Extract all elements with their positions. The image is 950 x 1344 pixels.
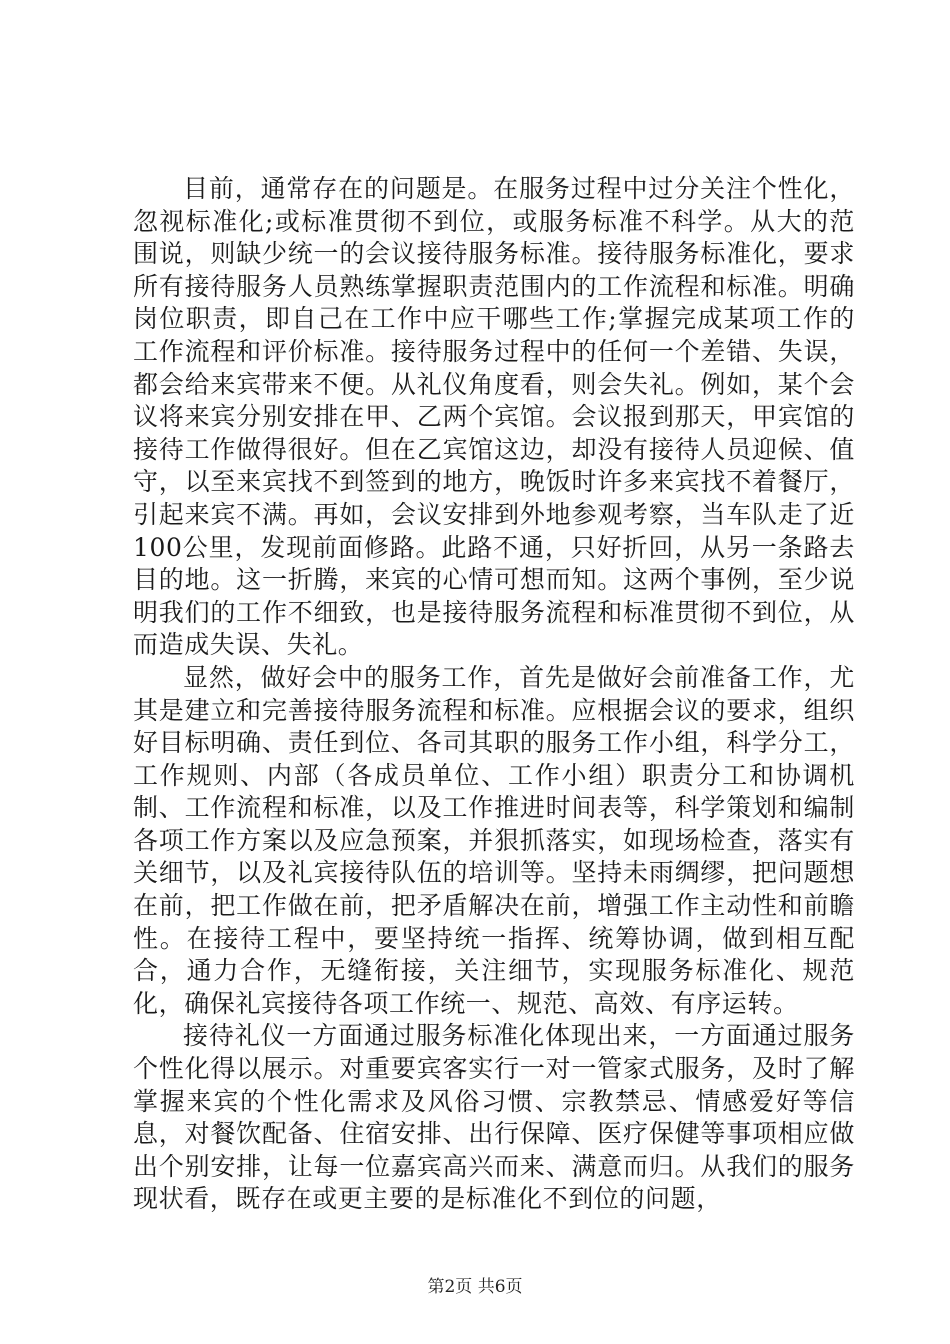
page-footer: 第2页 共6页 [427,1277,523,1297]
paragraph-2: 显然，做好会中的服务工作，首先是做好会前准备工作，尤其是建立和完善接待服务流程和标准。应根据会议的要求，组织好目标明确、责任到位、各司其职的服务工作小组，科学分工，工作规则、内部（各成员单位、工作小组）职责分工和协调机制、工作流程和标准，以及工作推进时间表等，科学策划和编制各项工作方案以及应急预案，并狠抓落实，如现场检查，落实有关细节，以及礼宾接待队伍的培训等。坚持未雨绸缪，把问题想在前，把工作做在前，把矛盾解决在前，增强工作主动性和前瞻性。在接待工程中，要坚持统一指挥、统筹协调，做到相互配合，通力合作，无缝衔接，关注细节，实现服务标准化、规范化，确保礼宾接待各项工作统一、规范、高效、有序运转。 [133,662,855,1018]
paragraph-1: 目前，通常存在的问题是。在服务过程中过分关注个性化，忽视标准化;或标准贯彻不到位，或服务标准不科学。从大的范围说，则缺少统一的会议接待服务标准。接待服务标准化，要求所有接待服务人员熟练掌握职责范围内的工作流程和标准。明确岗位职责，即自己在工作中应干哪些工作;掌握完成某项工作的工作流程和评价标准。接待服务过程中的任何一个差错、失误，都会给来宾带来不便。从礼仪角度看，则会失礼。例如，某个会议将来宾分别安排在甲、乙两个宾馆。会议报到那天，甲宾馆的接待工作做得很好。但在乙宾馆这边，却没有接待人员迎候、值守，以至来宾找不到签到的地方，晚饭时许多来宾找不着餐厅，引起来宾不满。再如，会议安排到外地参观考察，当车队走了近100公里，发现前面修路。此路不通，只好折回，从另一条路去目的地。这一折腾，来宾的心情可想而知。这两个事例，至少说明我们的工作不细致，也是接待服务流程和标准贯彻不到位，从而造成失误、失礼。 [133,174,855,660]
document-body [133,173,855,1216]
paragraph-3: 接待礼仪一方面通过服务标准化体现出来，一方面通过服务个性化得以展示。对重要宾客实行一对一管家式服务，及时了解掌握来宾的个性化需求及风俗习惯、宗教禁忌、情感爱好等信息，对餐饮配备、住宿安排、出行保障、医疗保健等事项相应做出个别安排，让每一位嘉宾高兴而来、满意而归。从我们的服务现状看，既存在或更主要的是标准化不到位的问题， [133,1021,855,1214]
